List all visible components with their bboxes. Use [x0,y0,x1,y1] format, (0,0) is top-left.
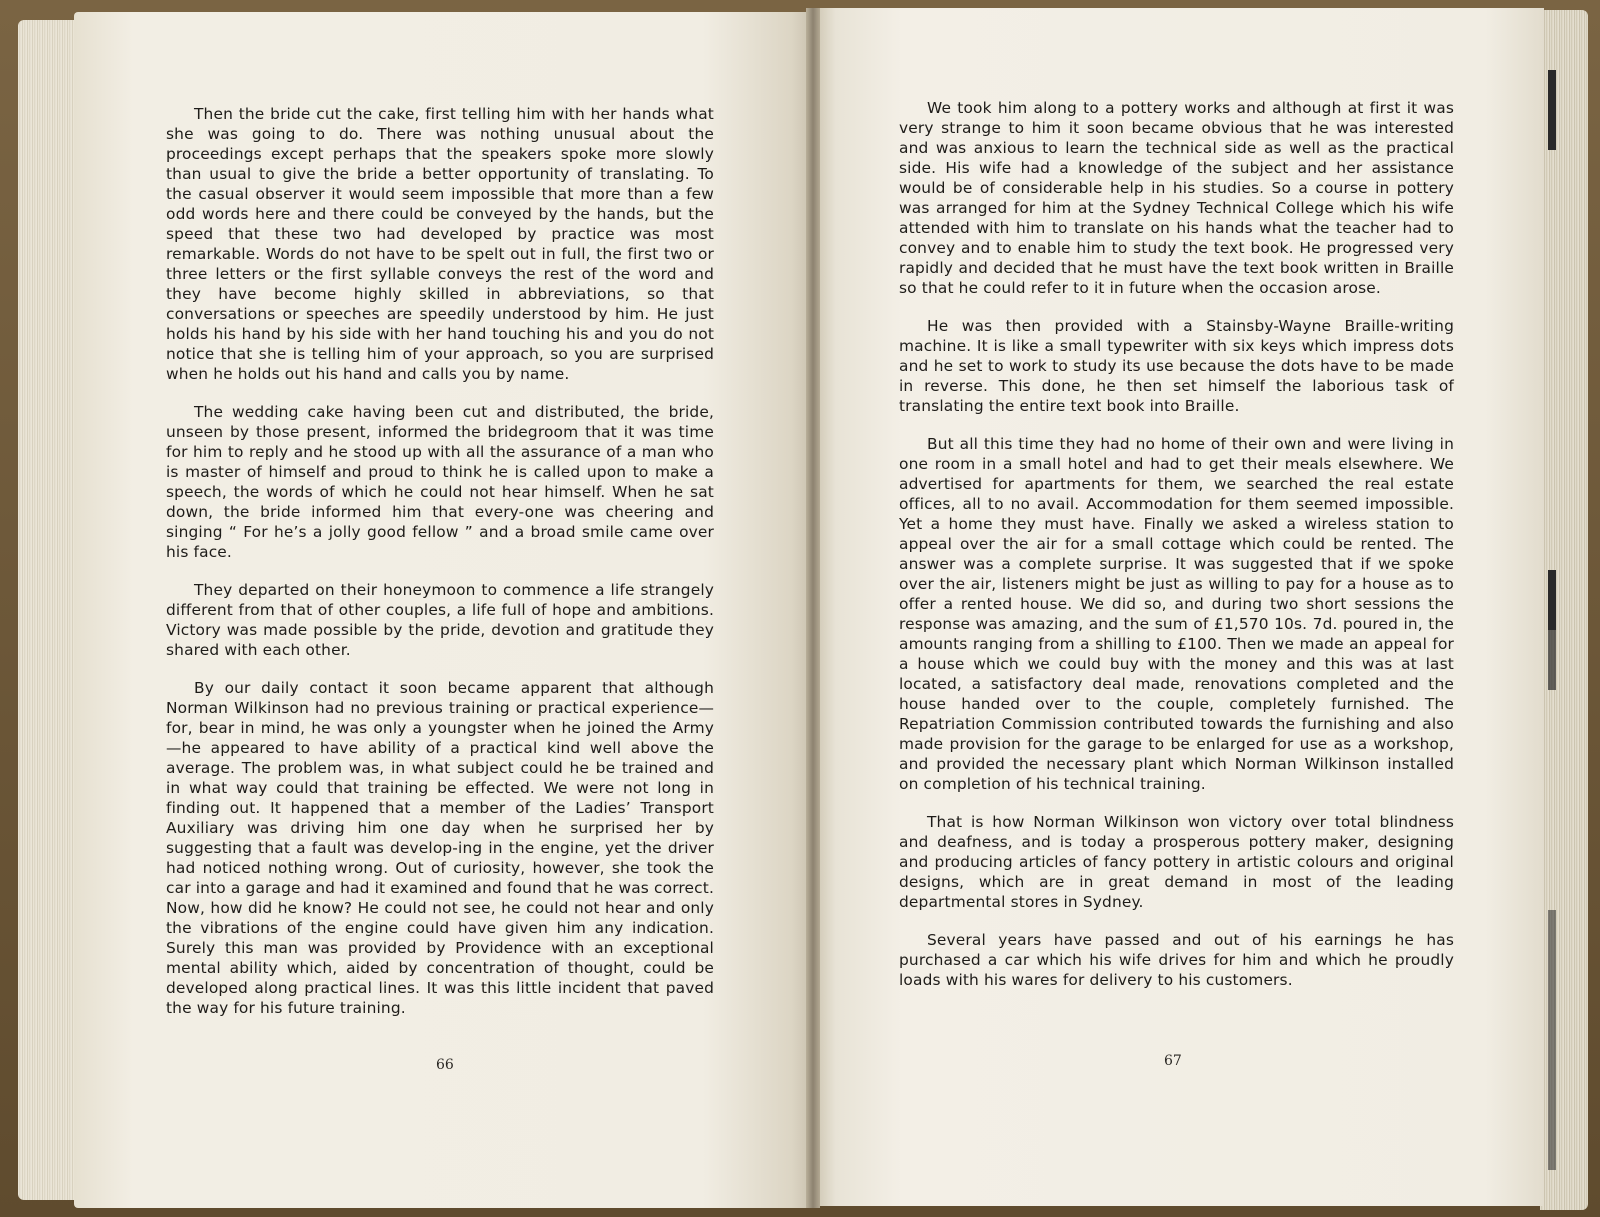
right-page-text [899,98,1454,1008]
edge-strip [1548,570,1556,630]
right-page [814,8,1544,1206]
right-page-edges [1540,10,1588,1210]
paragraph: But all this time they had no home of their own and were living in one room in a small hotel and had to get their meals elsewhere. We advertised for apartments for them, we searched the real estate offices, all to no avail. Accommodation for them seemed impossible. Yet a home they must have. Finally we asked a wireless station to appeal over the air for a small cottage which could be rented. The answer was a complete surprise. It was suggested that if we spoke over the air, listeners might be just as willing to pay for a house as to offer a rented house. We did so, and during two short sessions the response was amazing, and the sum of £1,570 10s. 7d. poured in, the amounts ranging from a shilling to £100. Then we made an appeal for a house which we could buy with the money and this was at last located, a satisfactory deal made, renovations completed and the house handed over to the couple, completely furnished. The Repatriation Commission contributed towards the furnishing and also made provision for the garage to be enlarged for use as a workshop, and provided the necessary plant which Norman Wilkinson installed on completion of his technical training. [899,435,1454,793]
edge-strip [1548,630,1556,690]
paragraph: The wedding cake having been cut and distributed, the bride, unseen by those present, informed the bridegroom that it was time for him to reply and he stood up with all the assurance of a man who is master of himself and proud to think he is called upon to make a speech, the words of which he could not hear himself. When he sat down, the bride informed him that every-one was cheering and singing “ For he’s a jolly good fellow ” and a broad smile came over his face. [166,403,714,561]
paragraph: He was then provided with a Stainsby-Wayne Braille-writing machine. It is like a small typewriter with six keys which impress dots and he set to work to study its use because the dots have to be made in reverse. This done, he then set himself the laborious task of translating the entire text book into Braille. [899,317,1454,415]
left-page-edges [18,20,80,1200]
paragraph: Several years have passed and out of his earnings he has purchased a car which his wife drives for him and which he proudly loads with his wares for delivery to his customers. [899,931,1454,989]
edge-strip [1548,910,1556,1170]
paragraph: They departed on their honeymoon to commence a life strangely different from that of other couples, a life full of hope and ambitions. Victory was made possible by the pride, devotion and gratitude they shared with each other. [166,581,714,659]
paragraph: Then the bride cut the cake, first telling him with her hands what she was going to do. There was nothing unusual about the proceedings except perhaps that the speakers spoke more slowly than usual to give the bride a better opportunity of translating. To the casual observer it would seem impossible that more than a few odd words here and there could be conveyed by the hands, but the speed that these two had developed by practice was most remarkable. Words do not have to be spelt out in full, the first two or three letters or the first syllable conveys the rest of the word and they have become highly skilled in abbreviations, so that conversations or speeches are speedily understood by him. He just holds his hand by his side with her hand touching his and you do not notice that she is telling him of your approach, so you are surprised when he holds out his hand and calls you by name. [166,105,714,383]
left-page-text [166,104,714,1036]
paragraph: By our daily contact it soon became apparent that although Norman Wilkinson had no previous training or practical experience—for, bear in mind, he was only a youngster when he joined the Army—he appeared to have ability of a practical kind well above the average. The problem was, in what subject could he be trained and in what way could that training be effected. We were not long in finding out. It happened that a member of the Ladies’ Transport Auxiliary was driving him one day when he surprised her by suggesting that a fault was develop-ing in the engine, yet the driver had noticed nothing wrong. Out of curiosity, however, she took the car into a garage and had it examined and found that he was correct. Now, how did he know? He could not see, he could not hear and only the vibrations of the engine could have given him any indication. Surely this man was provided by Providence with an exceptional mental ability which, aided by concentration of thought, could be developed along practical lines. It was this little incident that paved the way for his future training. [166,679,714,1017]
page-number: 66 [436,1057,454,1073]
paragraph: That is how Norman Wilkinson won victory over total blindness and deafness, and is today a prosperous pottery maker, designing and producing articles of fancy pottery in artistic colours and original designs, which are in great demand in most of the leading departmental stores in Sydney. [899,813,1454,911]
left-page [74,12,814,1208]
book-gutter [806,8,820,1208]
paragraph: We took him along to a pottery works and although at first it was very strange to him it soon became obvious that he was interested and was anxious to learn the technical side as well as the practical side. His wife had a knowledge of the subject and her assistance would be of considerable help in his studies. So a course in pottery was arranged for him at the Sydney Technical College which his wife attended with him to translate on his hands what the teacher had to convey and to enable him to study the text book. He progressed very rapidly and decided that he must have the text book written in Braille so that he could refer to it in future when the occasion arose. [899,99,1454,297]
page-number: 67 [1164,1053,1182,1069]
edge-strip [1548,70,1556,150]
